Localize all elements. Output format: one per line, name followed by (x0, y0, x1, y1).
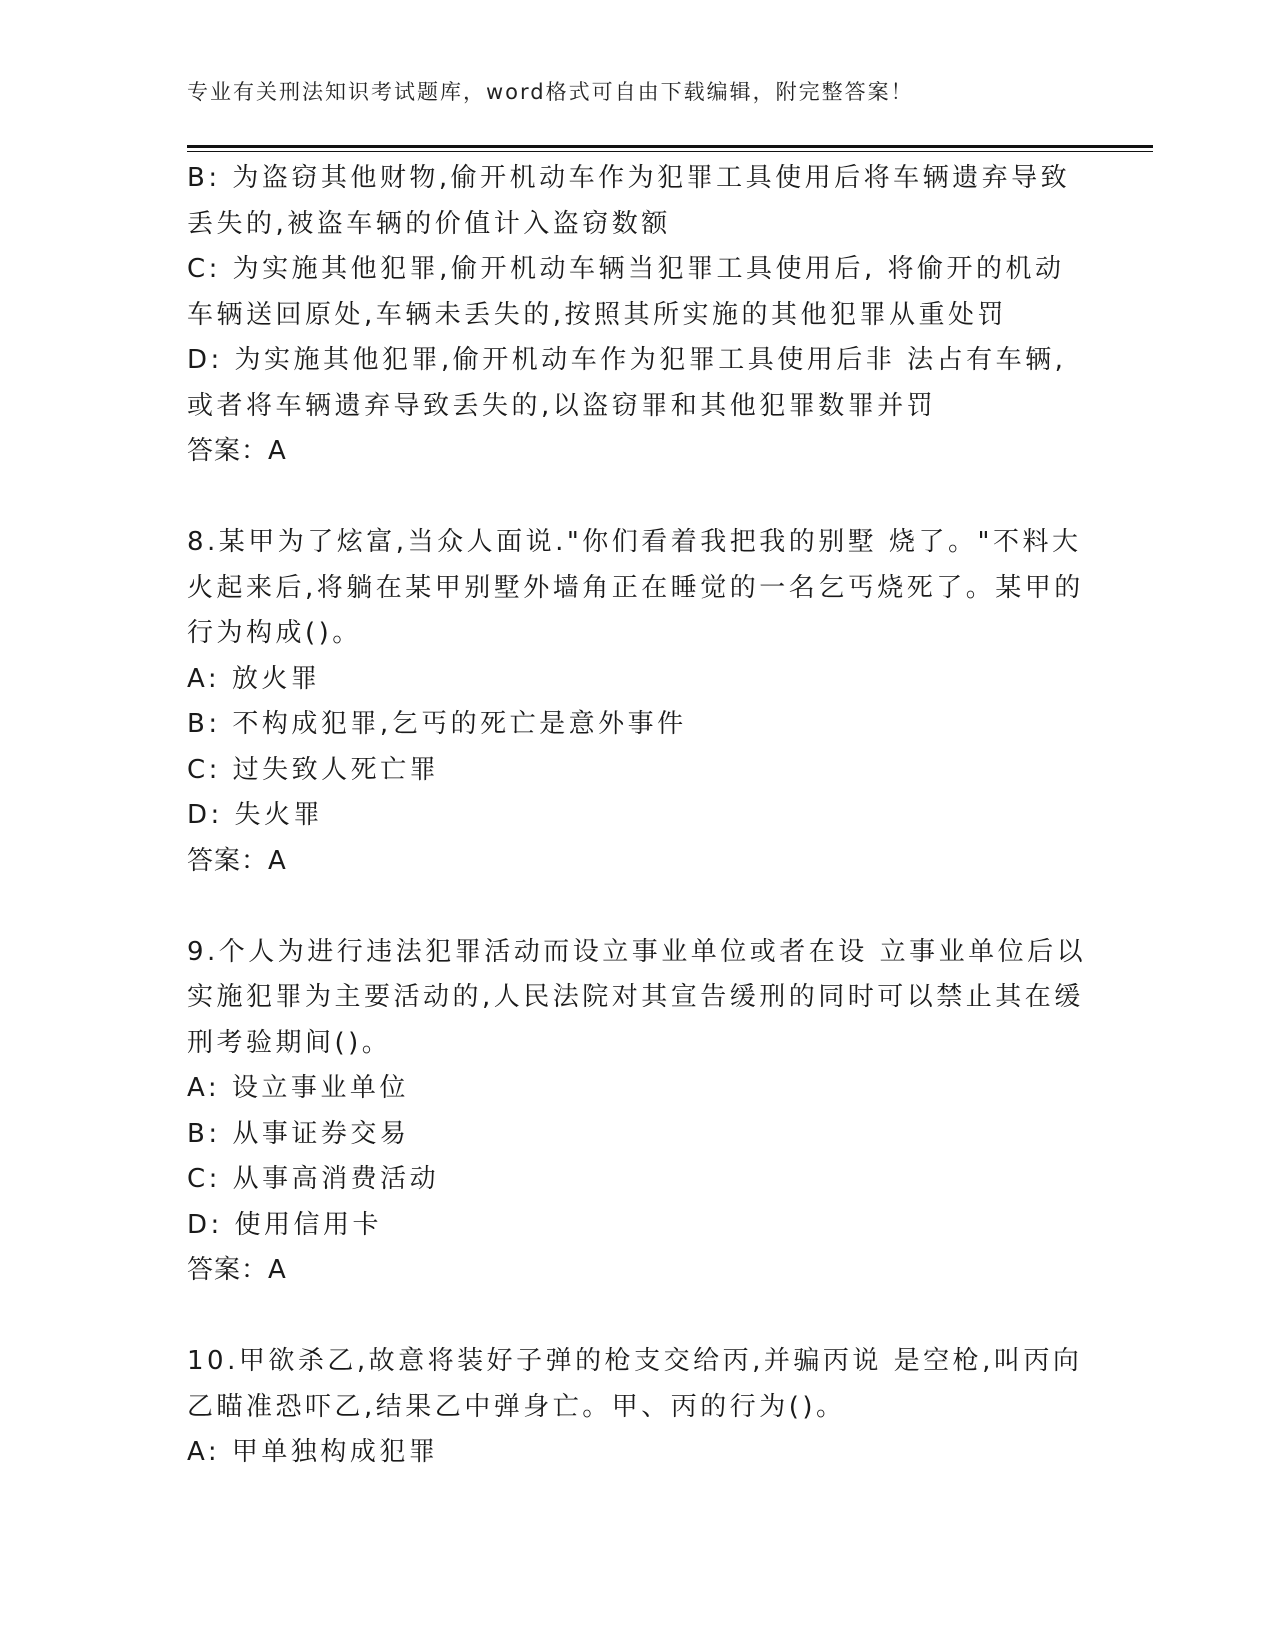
question-line: 实施犯罪为主要活动的,人民法院对其宣告缓刑的同时可以禁止其在缓 (187, 982, 1084, 1012)
question-line: 8.某甲为了炫富,当众人面说."你们看着我把我的别墅 烧了。"不料大 (187, 527, 1082, 557)
page-header: 专业有关刑法知识考试题库，word格式可自由下载编辑，附完整答案！ (187, 80, 914, 104)
option-line: C: 为实施其他犯罪,偷开机动车辆当犯罪工具使用后, 将偷开的机动 (187, 254, 1065, 284)
option-line: 丢失的,被盗车辆的价值计入盗窃数额 (187, 208, 671, 239)
spacer (187, 884, 1087, 930)
answer-line: 答案：A (187, 1255, 287, 1285)
spacer (187, 475, 1087, 521)
question-line: 刑考验期间()。 (187, 1027, 392, 1058)
answer-line: 答案：A (187, 436, 287, 466)
option-line: 或者将车辆遗弃导致丢失的,以盗窃罪和其他犯罪数罪并罚 (187, 390, 937, 421)
option-line: D: 使用信用卡 (187, 1209, 383, 1240)
answer-line: 答案：A (187, 845, 287, 876)
option-line: B: 不构成犯罪,乞丐的死亡是意外事件 (187, 709, 687, 739)
option-line: B: 为盗窃其他财物,偷开机动车作为犯罪工具使用后将车辆遗弃导致 (187, 163, 1071, 193)
question-line: 9.个人为进行违法犯罪活动而设立事业单位或者在设 立事业单位后以 (187, 936, 1087, 967)
option-line: 车辆送回原处,车辆未丢失的,按照其所实施的其他犯罪从重处罚 (187, 299, 1008, 330)
option-line: C: 从事高消费活动 (187, 1164, 440, 1194)
document-body (187, 156, 1087, 1476)
header-rule-thick (187, 145, 1153, 148)
header-rule-thin (187, 151, 1153, 152)
option-line: D: 失火罪 (187, 800, 324, 830)
option-line: C: 过失致人死亡罪 (187, 754, 440, 785)
option-line: D: 为实施其他犯罪,偷开机动车作为犯罪工具使用后非 法占有车辆, (187, 345, 1067, 375)
spacer (187, 1294, 1087, 1340)
question-line: 火起来后,将躺在某甲别墅外墙角正在睡觉的一名乞丐烧死了。某甲的 (187, 572, 1084, 603)
option-line: A: 放火罪 (187, 663, 321, 694)
question-line: 10.甲欲杀乙,故意将装好子弹的枪支交给丙,并骗丙说 是空枪,叫丙向 (187, 1346, 1083, 1376)
question-line: 行为构成()。 (187, 618, 362, 648)
option-line: A: 甲单独构成犯罪 (187, 1437, 439, 1467)
option-line: A: 设立事业单位 (187, 1073, 409, 1103)
option-line: B: 从事证券交易 (187, 1118, 410, 1149)
question-line: 乙瞄准恐吓乙,结果乙中弹身亡。甲、丙的行为()。 (187, 1391, 846, 1422)
